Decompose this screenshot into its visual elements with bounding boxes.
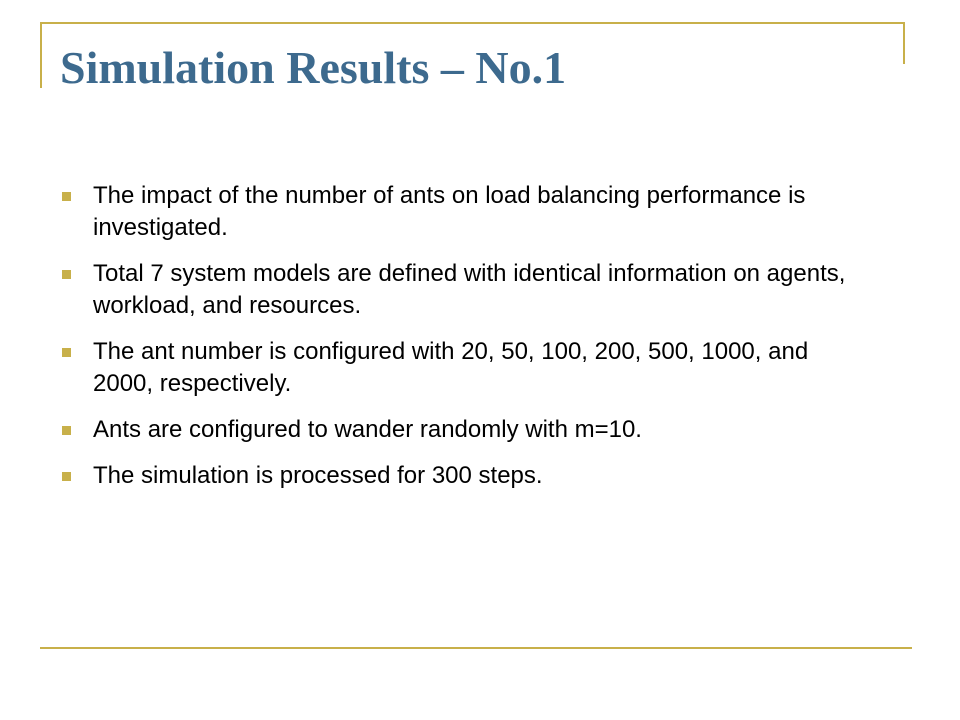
bullet-item-3 [62,336,852,400]
bullet-text: The simulation is processed for 300 steps. [93,462,543,489]
bullet-item-1 [62,180,852,244]
bottom-rule-line [40,647,912,649]
bullet-list [62,180,852,506]
bullet-item-5 [62,460,852,492]
square-bullet-icon [62,348,71,357]
bullet-item-4 [62,414,852,446]
square-bullet-icon [62,472,71,481]
bullet-item-2 [62,258,852,322]
bullet-text: The ant number is configured with 20, 50, 100, 200, 500, 1000, and 2000, respectively. [93,338,809,397]
top-rule-line [40,22,905,24]
bullet-text: Ants are configured to wander randomly with m=10. [93,416,642,443]
right-corner-line [903,22,905,64]
square-bullet-icon [62,192,71,201]
square-bullet-icon [62,426,71,435]
bullet-text: The impact of the number of ants on load balancing performance is investigated. [93,182,806,241]
bullet-text: Total 7 system models are defined with identical information on agents, workload, and resources. [93,260,846,319]
left-corner-line [40,22,42,88]
square-bullet-icon [62,270,71,279]
slide-title: Simulation Results – No.1 [60,42,567,93]
